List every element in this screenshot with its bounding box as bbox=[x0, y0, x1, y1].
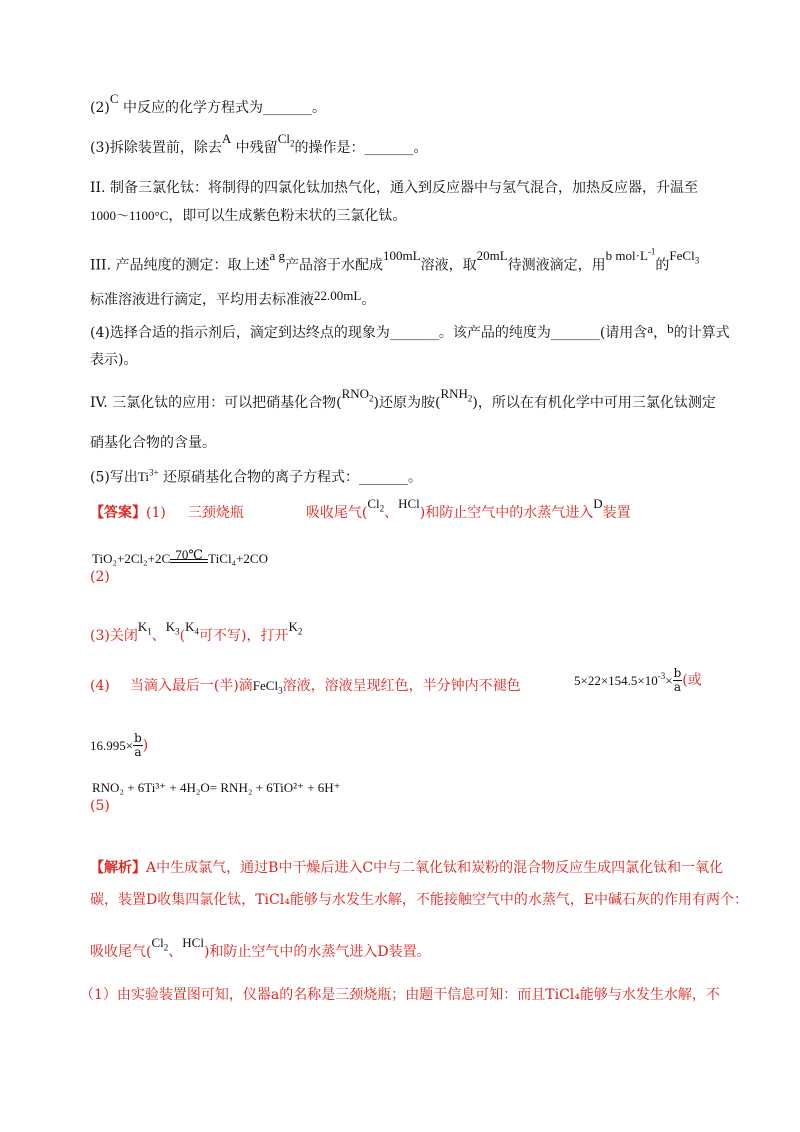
equation-left: TiO₂+2Cl₂+2C bbox=[92, 551, 171, 566]
formula-cl2 bbox=[277, 131, 295, 149]
concentration bbox=[606, 248, 656, 263]
condition-text: 70℃ bbox=[175, 547, 203, 562]
temperature-range: 1000～1100°C bbox=[90, 208, 169, 223]
answer-1 bbox=[90, 496, 631, 528]
subscript: 2 bbox=[467, 393, 473, 404]
subscript: 2 bbox=[369, 393, 374, 404]
separator: 、 bbox=[168, 944, 183, 960]
formula-text: RNH bbox=[440, 386, 468, 401]
formula-text: FeCl bbox=[669, 248, 695, 264]
denominator: a bbox=[134, 745, 142, 759]
superscript: 3+ bbox=[148, 468, 159, 478]
question-text: 的操作是：_______。 bbox=[294, 140, 428, 156]
ionic-equation: RNO₂ + 6Ti³⁺ + 4H₂O= RNH₂ + 6TiO²⁺ + 6H⁺ bbox=[92, 780, 341, 795]
formula-rnh2 bbox=[440, 386, 473, 404]
section-text: )，所以在有机化学中可用三氯化钛测定 bbox=[472, 395, 716, 411]
formula-text: Cl bbox=[151, 935, 164, 950]
answer-5-equation bbox=[92, 778, 341, 798]
answer-text: 三颈烧瓶 bbox=[187, 505, 244, 521]
volume-100ml: 100mL bbox=[383, 248, 421, 264]
answer-2-number: (2) bbox=[90, 569, 110, 585]
section-text: 溶液，取 bbox=[420, 257, 477, 274]
question-4-line1 bbox=[90, 323, 730, 343]
numerator: b bbox=[673, 666, 682, 681]
conc-text: b mol·L bbox=[605, 248, 648, 264]
formula-text: Ti bbox=[137, 469, 149, 485]
answer-text: 吸收尾气( bbox=[305, 505, 368, 521]
formula-text: K bbox=[165, 619, 176, 634]
analysis-line2: 碳，装置D收集四氯化钛，TiCl₄能够与水发生水解，不能接触空气中的水蒸气，E中碱石灰的作用有两个： bbox=[90, 892, 749, 908]
var-b: b bbox=[667, 321, 674, 336]
answer-text: )和防止空气中的水蒸气进入 bbox=[419, 505, 594, 521]
subscript: 1 bbox=[147, 626, 152, 637]
volume-22ml: 22.00mL bbox=[314, 288, 362, 303]
answer-text: 当滴入最后一(半)滴 bbox=[129, 678, 253, 694]
answer-tag: 【答案】 bbox=[90, 505, 146, 521]
analysis-text: 吸收尾气( bbox=[90, 944, 152, 960]
equation-right: TiCl₄+2CO bbox=[208, 551, 268, 566]
section-text: 待测液滴定，用 bbox=[507, 257, 606, 274]
formula-fecl3 bbox=[669, 248, 700, 266]
question-2 bbox=[90, 91, 326, 118]
var-c: C bbox=[109, 91, 119, 106]
question-text: (4)选择合适的指示剂后，滴定到达终点的现象为_______。该产品的纯度为_______(请用含 bbox=[90, 325, 648, 341]
subscript: 2 bbox=[289, 138, 295, 149]
formula-hcl: HCl bbox=[182, 935, 204, 950]
answer-number: (1) bbox=[146, 505, 166, 521]
answer-text: 溶液，溶液呈现红色，半分钟内不褪色 bbox=[282, 678, 521, 694]
question-text: 还原硝基化合物的离子方程式：_______。 bbox=[158, 469, 422, 486]
formula-text: Cl bbox=[277, 131, 290, 146]
section-text: 。 bbox=[361, 292, 376, 308]
separator: 、 bbox=[384, 505, 399, 521]
analysis-tag: 【解析】 bbox=[90, 860, 146, 876]
question-text: (5)写出 bbox=[90, 469, 138, 486]
section-iv-line2: 硝基化合物的含量。 bbox=[90, 435, 216, 451]
formula-cl2 bbox=[151, 935, 169, 953]
subscript: 4 bbox=[194, 626, 199, 637]
question-text: 的计算式 bbox=[673, 325, 730, 341]
formula-text: K bbox=[137, 619, 148, 634]
formula-fecl3 bbox=[252, 678, 283, 696]
formula-text: FeCl bbox=[252, 678, 279, 693]
question-3 bbox=[90, 131, 428, 163]
section-text: 标准溶液进行滴定，平均用去标准液 bbox=[90, 292, 314, 308]
formula-cl2 bbox=[367, 496, 385, 514]
formula-rno2 bbox=[341, 386, 374, 404]
formula-text: K bbox=[288, 619, 298, 634]
separator: ， bbox=[653, 325, 668, 341]
denominator: a bbox=[673, 680, 682, 695]
question-4-line2: 表示)。 bbox=[90, 352, 138, 368]
formula-text: RNO bbox=[341, 386, 370, 401]
paren: ) bbox=[142, 737, 149, 754]
analysis-line1 bbox=[90, 858, 723, 878]
fraction-b-over-a bbox=[133, 732, 143, 759]
subscript: 3 bbox=[278, 685, 283, 696]
valve-k3 bbox=[165, 619, 180, 637]
exponent: -3 bbox=[657, 671, 666, 681]
var-a: A bbox=[221, 131, 232, 146]
mass-ag: a g bbox=[269, 248, 286, 264]
analysis-text: A中生成氯气，通过B中干燥后进入C中与二氧化钛和炭粉的混合物反应生成四氯化钛和一氧化 bbox=[146, 860, 724, 876]
analysis-line3 bbox=[90, 935, 431, 967]
valve-k1 bbox=[137, 619, 152, 637]
formula-hcl: HCl bbox=[398, 496, 420, 511]
section-iii-line2 bbox=[90, 290, 375, 310]
formula-text: K bbox=[185, 619, 195, 634]
answer-text: (或 bbox=[682, 672, 702, 689]
subscript: 2 bbox=[297, 626, 303, 637]
answer-4-alt-expression bbox=[90, 732, 148, 759]
subscript: 3 bbox=[175, 626, 180, 637]
answer-4 bbox=[90, 676, 521, 701]
times-sign: × bbox=[665, 672, 673, 688]
answer-text: (3)关闭 bbox=[90, 628, 138, 644]
formula-text: Cl bbox=[367, 496, 380, 511]
separator: 、 bbox=[151, 628, 166, 644]
section-text: ，即可以生成紫色粉末状的三氯化钛。 bbox=[168, 208, 407, 224]
answer-5-number: (5) bbox=[90, 798, 110, 814]
answer-number: (4) bbox=[90, 678, 110, 694]
valve-k2 bbox=[288, 619, 303, 637]
reaction-condition bbox=[170, 547, 208, 563]
question-text: 中反应的化学方程式为_______。 bbox=[118, 100, 326, 116]
section-ii-line2 bbox=[90, 206, 406, 226]
answer-3 bbox=[90, 619, 303, 651]
question-5 bbox=[90, 463, 422, 487]
purity-expression-alt: 16.995× bbox=[90, 737, 134, 753]
superscript: -1 bbox=[647, 247, 656, 257]
section-text: IV. 三氯化钛的应用：可以把硝基化合物( bbox=[90, 395, 342, 411]
subscript: 2 bbox=[163, 942, 169, 953]
numerator: b bbox=[134, 731, 142, 745]
purity-expression: 5×22×154.5×10 bbox=[574, 672, 658, 688]
question-text: 中残留 bbox=[231, 140, 278, 156]
section-text: )还原为胺( bbox=[373, 395, 441, 411]
section-iv-line1 bbox=[90, 386, 716, 418]
ion-ti3 bbox=[138, 469, 159, 484]
question-number: (2) bbox=[90, 100, 110, 116]
section-ii-line1: II. 制备三氯化钛：将制得的四氯化钛加热气化，通入到反应器中与氢气混合，加热反应器，升温至 bbox=[90, 180, 698, 196]
var-d: D bbox=[593, 496, 603, 511]
answer-4-expression bbox=[574, 666, 702, 694]
section-text: 产品溶于水配成 bbox=[285, 257, 384, 274]
answer-2-equation bbox=[92, 549, 268, 569]
analysis-line4: （1）由实验装置图可知，仪器a的名称是三颈烧瓶；由题干信息可知：而且TiCl₄能够与水发生水解，不 bbox=[80, 987, 720, 1003]
subscript: 3 bbox=[694, 255, 700, 266]
subscript: 2 bbox=[379, 503, 385, 514]
section-text: III. 产品纯度的测定：取上述 bbox=[90, 257, 270, 274]
volume-20ml: 20mL bbox=[476, 248, 508, 264]
paren: ( bbox=[179, 628, 186, 644]
question-text: (3)拆除装置前，除去 bbox=[90, 140, 222, 156]
analysis-text: )和防止空气中的水蒸气进入D装置。 bbox=[203, 944, 431, 960]
answer-text: 可不写)，打开 bbox=[198, 628, 289, 644]
section-text: 的 bbox=[655, 257, 670, 274]
answer-text: 装置 bbox=[602, 505, 631, 521]
section-iii-line1 bbox=[90, 247, 700, 280]
fraction-b-over-a bbox=[673, 667, 683, 694]
valve-k4 bbox=[185, 619, 199, 637]
var-a: a bbox=[647, 321, 654, 336]
